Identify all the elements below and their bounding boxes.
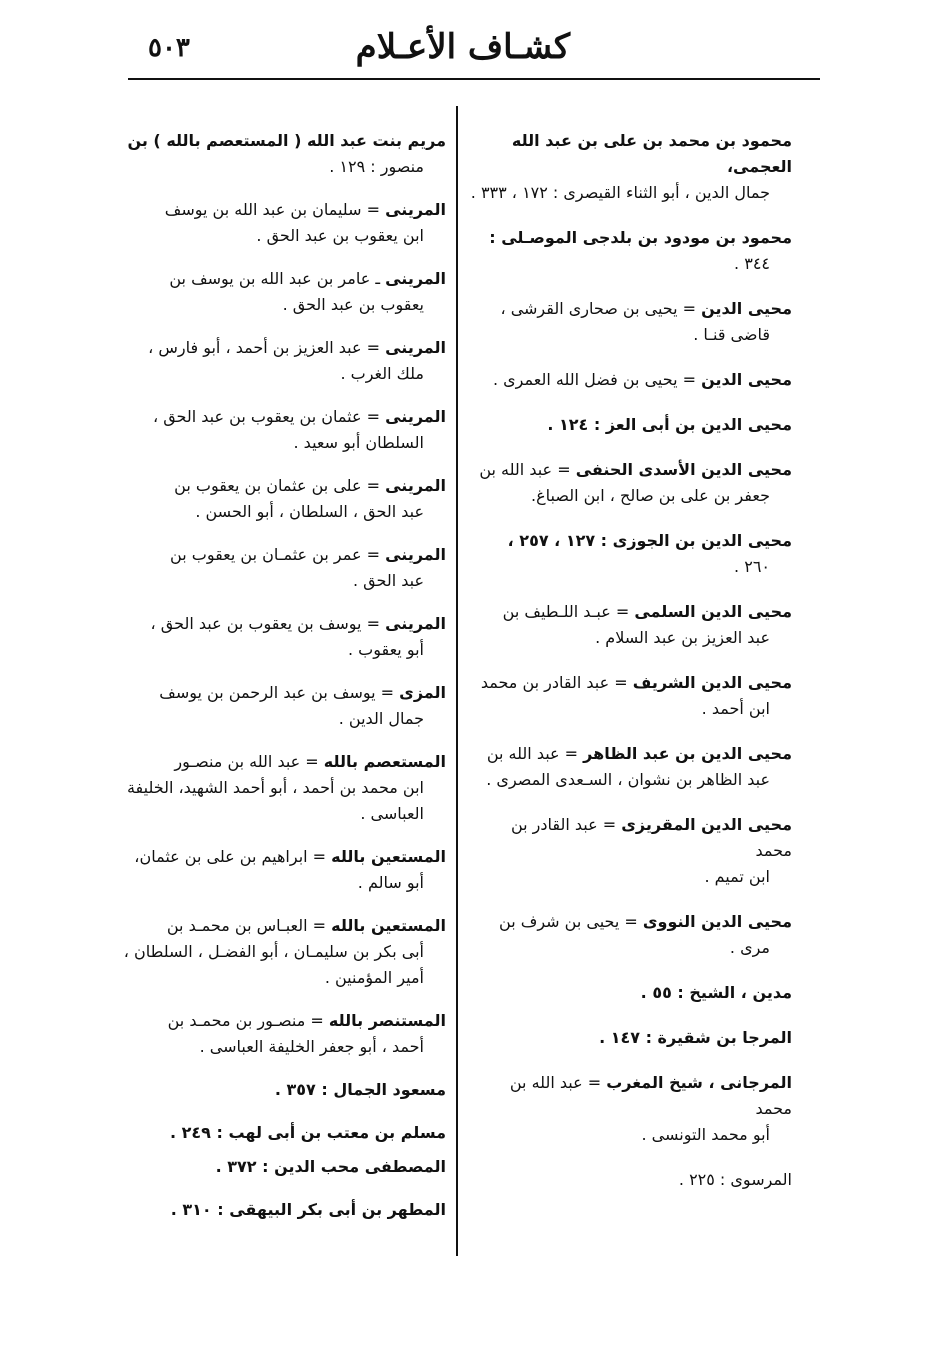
entry-head: مدين ، الشيخ : ٥٥ .: [640, 983, 792, 1002]
entry-text: = عبد الله بن منصـور: [174, 752, 324, 771]
entry-continuation: أحمد ، أبو جعفر الخليفة العباسى .: [199, 1037, 424, 1056]
entry-head: محيى الدين بن الجوزى : ١٢٧ ، ٢٥٧ ،: [507, 531, 792, 550]
entry-head: محيى الدين: [701, 299, 792, 318]
index-entry: [122, 128, 446, 180]
index-entry: [122, 1077, 446, 1103]
index-entry: [470, 1070, 792, 1148]
index-entry: [122, 542, 446, 594]
index-entry: [470, 1167, 792, 1193]
index-entry: [122, 749, 446, 827]
index-entry: [122, 266, 446, 318]
index-entry: [122, 611, 446, 663]
running-title: كشـاف الأعـلام: [355, 27, 570, 67]
entry-continuation: السلطان أبو سعيد .: [293, 433, 424, 452]
entry-text: = يوسف بن يعقوب بن عبد الحق ،: [150, 614, 386, 633]
index-entry: [470, 367, 792, 393]
entry-text: ـ عامر بن عبد الله بن يوسف بن: [169, 269, 386, 288]
entry-head: المرينى: [385, 338, 446, 357]
entry-text: = يحيى بن شرف بن: [499, 912, 643, 931]
entry-text: = العبـاس بن محمـد بن: [166, 916, 332, 935]
entry-text: = عمر بن عثمـان بن يعقوب بن: [170, 545, 386, 564]
index-entry: [122, 1120, 446, 1146]
entry-text: = سليمان بن عبد الله بن يوسف: [164, 200, 386, 219]
index-entry: [470, 812, 792, 890]
index-entry: [470, 599, 792, 651]
index-entry: [470, 457, 792, 509]
index-entry: [122, 844, 446, 896]
entry-head: محيى الدين الشريف: [632, 673, 792, 692]
entry-head: محيى الدين الأسدى الحنفى: [575, 460, 792, 479]
right-column: [470, 128, 792, 1212]
index-entry: [122, 1008, 446, 1060]
entry-continuation: جعفر بن على بن صالح ، ابن الصباغ.: [530, 486, 770, 505]
page-number: ٥٠٣: [148, 33, 190, 63]
entry-continuation: عبد الحق .: [352, 571, 424, 590]
entry-continuation: عبد العزيز بن عبد السلام .: [595, 628, 770, 647]
index-entry: [122, 1154, 446, 1180]
index-entry: [470, 412, 792, 438]
entry-text: = عثمان بن يعقوب بن عبد الحق ،: [152, 407, 386, 426]
entry-continuation: عبد الظاهر بن نشوان ، السـعدى المصرى .: [486, 770, 770, 789]
entry-head: المرينى: [385, 476, 446, 495]
entry-continuation: أبو محمد التونسى .: [641, 1125, 770, 1144]
index-entry: [470, 225, 792, 277]
index-entry: [122, 473, 446, 525]
entry-head: المرينى: [385, 407, 446, 426]
index-entry: [470, 528, 792, 580]
entry-continuation: قاضى قنـا .: [693, 325, 770, 344]
entry-text: = منصـور بن محمـد بن: [167, 1011, 329, 1030]
index-entry: [470, 980, 792, 1006]
entry-head: محمود بن محمد بن على بن عبد الله العجمى،: [511, 131, 792, 176]
entry-text: = عبد القادر بن محمد: [510, 815, 792, 860]
index-entry: [122, 335, 446, 387]
index-entry: [122, 197, 446, 249]
index-entry: [470, 670, 792, 722]
entry-text: = عبـد اللـطيف بن: [502, 602, 635, 621]
entry-continuation: أبو سالم .: [357, 873, 424, 892]
entry-text: = عبد الله بن محمد: [509, 1073, 792, 1118]
entry-continuation: ابن يعقوب بن عبد الحق .: [256, 226, 424, 245]
entry-text: = ابراهيم بن على بن عثمان،: [134, 847, 332, 866]
entry-text: = عبد الله بن: [479, 460, 576, 479]
index-entry: [122, 680, 446, 732]
index-entry: [470, 741, 792, 793]
entry-continuation: يعقوب بن عبد الحق .: [282, 295, 424, 314]
entry-head: محيى الدين النووى: [642, 912, 792, 931]
entry-head: المزى: [399, 683, 446, 702]
index-entry: [122, 404, 446, 456]
entry-head: مسلم بن معتب بن أبى لهب : ٢٤٩ .: [169, 1123, 446, 1142]
entry-text: = يحيى بن فضل الله العمرى .: [492, 370, 702, 389]
entry-head: المطهر بن أبى بكر البيهقى : ٣١٠ .: [170, 1200, 446, 1219]
entry-head: المرينى: [385, 200, 446, 219]
index-entry: [122, 913, 446, 991]
header-rule: [128, 78, 820, 80]
entry-text: = على بن عثمان بن يعقوب بن: [174, 476, 386, 495]
entry-text: = عبد القادر بن محمد: [480, 673, 633, 692]
entry-continuation: ابن أحمد .: [701, 699, 770, 718]
entry-continuation: عبد الحق ، السلطان ، أبو الحسن .: [195, 502, 424, 521]
entry-continuation: أبى بكر بن سليمـان ، أبو الفضـل ، السلطان ، أمير المؤمنين .: [123, 942, 424, 987]
index-entry: [470, 909, 792, 961]
entry-continuation: ابن محمد بن أحمد ، أبو أحمد الشهيد، الخليفة العباسى .: [126, 778, 424, 823]
entry-head: محمود بن مودود بن بلدجى الموصـلى :: [489, 228, 792, 247]
entry-continuation: منصور : ١٢٩ .: [329, 157, 424, 176]
entry-head: محيى الدين بن أبى العز : ١٢٤ .: [547, 415, 792, 434]
entry-continuation: ابن تميم .: [704, 867, 770, 886]
entry-text: المرسوى : ٢٢٥ .: [678, 1170, 792, 1189]
entry-head: المرينى: [385, 545, 446, 564]
entry-head: المرجا بن شقيرة : ١٤٧ .: [599, 1028, 792, 1047]
index-entry: [470, 1025, 792, 1051]
column-divider: [456, 106, 458, 1256]
entry-continuation: جمال الدين .: [338, 709, 424, 728]
index-entry: [470, 296, 792, 348]
left-column: [122, 128, 446, 1240]
entry-text: = يحيى بن صحارى القرشى ،: [500, 299, 702, 318]
index-entry: [470, 128, 792, 206]
entry-head: محيى الدين المقريزى: [621, 815, 792, 834]
entry-head: المرينى: [385, 269, 446, 288]
page-header: [130, 22, 820, 72]
entry-head: المرجانى ، شيخ المغرب: [606, 1073, 792, 1092]
entry-head: محيى الدين السلمى: [634, 602, 792, 621]
entry-head: المرينى: [385, 614, 446, 633]
entry-text: = عبد العزيز بن أحمد ، أبو فارس ،: [148, 338, 386, 357]
entry-head: المستنصر بالله: [328, 1011, 446, 1030]
entry-continuation: جمال الدين ، أبو الثناء القيصرى : ١٧٢ ، ٣٣٣ .: [470, 183, 770, 202]
entry-head: مريم بنت عبد الله ( المستعصم بالله ) بن: [127, 131, 446, 150]
entry-text: = عبد الله بن: [486, 744, 584, 763]
entry-head: المستعين بالله: [331, 916, 446, 935]
entry-text: = يوسف بن عبد الرحمن بن يوسف: [159, 683, 400, 702]
entry-continuation: ملك الغرب .: [340, 364, 424, 383]
entry-continuation: ٣٤٤ .: [734, 254, 770, 273]
entry-head: المصطفى محب الدين : ٣٧٢ .: [215, 1157, 446, 1176]
entry-continuation: ٢٦٠ .: [734, 557, 770, 576]
entry-head: المستعصم بالله: [323, 752, 446, 771]
entry-head: محيى الدين: [701, 370, 792, 389]
entry-continuation: أبو يعقوب .: [347, 640, 424, 659]
entry-head: مسعود الجمال : ٣٥٧ .: [274, 1080, 446, 1099]
entry-continuation: مرى .: [729, 938, 770, 957]
index-entry: [122, 1197, 446, 1223]
entry-head: محيى الدين بن عبد الظاهر: [583, 744, 792, 763]
entry-head: المستعين بالله: [331, 847, 446, 866]
